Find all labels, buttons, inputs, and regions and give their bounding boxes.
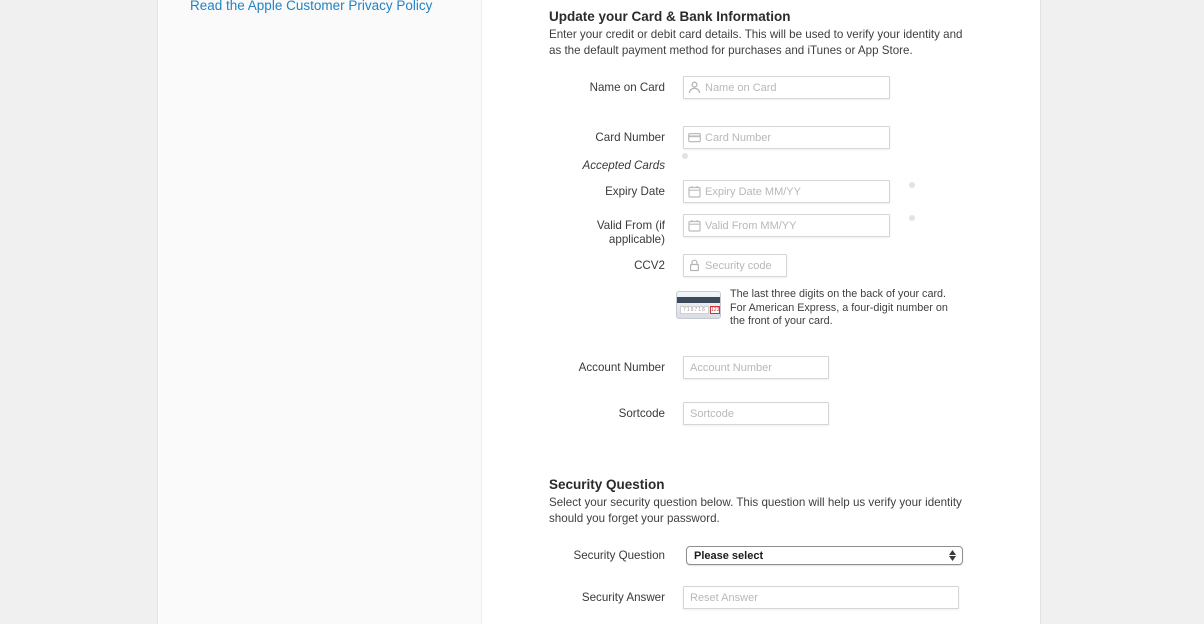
security-question-select[interactable] — [686, 546, 963, 565]
security-question-row — [549, 546, 683, 563]
name-on-card-label: Name on Card — [589, 81, 665, 94]
right-gutter — [1040, 0, 1204, 624]
sortcode-input[interactable] — [683, 402, 829, 425]
expiry-date-row — [549, 180, 890, 203]
card-magnetic-stripe — [677, 297, 720, 303]
select-stepper-icon — [946, 550, 962, 561]
left-panel — [159, 0, 482, 624]
security-section-description: Select your security question below. This question will help us verify your identity should you forget your password. — [549, 496, 962, 525]
card-section-description: Enter your credit or debit card details. This will be used to verify your identity and as the default payment method for purchases and iTunes or App Store. — [549, 28, 963, 57]
expiry-date-label: Expiry Date — [605, 185, 665, 198]
accepted-cards-label: Accepted Cards — [582, 159, 665, 172]
valid-from-dot — [909, 215, 915, 221]
valid-from-row — [549, 214, 890, 247]
security-section-title: Security Question — [549, 477, 665, 492]
valid-from-label: Valid From (if applicable) — [596, 219, 665, 246]
accepted-cards-row — [549, 159, 683, 173]
valid-from-input[interactable] — [683, 214, 890, 237]
card-signature-strip: 718718 — [680, 306, 709, 314]
security-answer-input[interactable] — [683, 586, 959, 609]
card-section-title: Update your Card & Bank Information — [549, 9, 791, 24]
card-number-input[interactable] — [683, 126, 890, 149]
card-number-row — [549, 126, 890, 149]
form-panel — [482, 0, 1040, 624]
ccv2-row — [549, 254, 787, 277]
account-number-row — [549, 356, 829, 379]
left-gutter — [0, 0, 158, 624]
security-question-selected-value: Please select — [694, 549, 764, 562]
card-back-illustration — [676, 291, 721, 319]
security-answer-label: Security Answer — [581, 591, 665, 604]
expiry-date-input[interactable] — [683, 180, 890, 203]
card-number-label: Card Number — [595, 131, 665, 144]
ccv2-help-text: The last three digits on the back of your card. For American Express, a four-digit number on the front of your card. — [730, 288, 948, 327]
ccv2-label: CCV2 — [634, 259, 665, 272]
expiry-date-dot — [909, 182, 915, 188]
card-cvv-box: 123 — [711, 307, 720, 313]
account-number-label: Account Number — [578, 361, 665, 374]
security-answer-row — [549, 586, 959, 609]
name-on-card-input[interactable] — [683, 76, 890, 99]
sortcode-label: Sortcode — [618, 407, 665, 420]
account-number-input[interactable] — [683, 356, 829, 379]
security-question-label: Security Question — [573, 549, 665, 562]
ccv2-input[interactable] — [683, 254, 787, 277]
privacy-policy-link[interactable]: Read the Apple Customer Privacy Policy — [190, 0, 433, 13]
sortcode-row — [549, 402, 829, 425]
name-on-card-row — [549, 76, 890, 99]
